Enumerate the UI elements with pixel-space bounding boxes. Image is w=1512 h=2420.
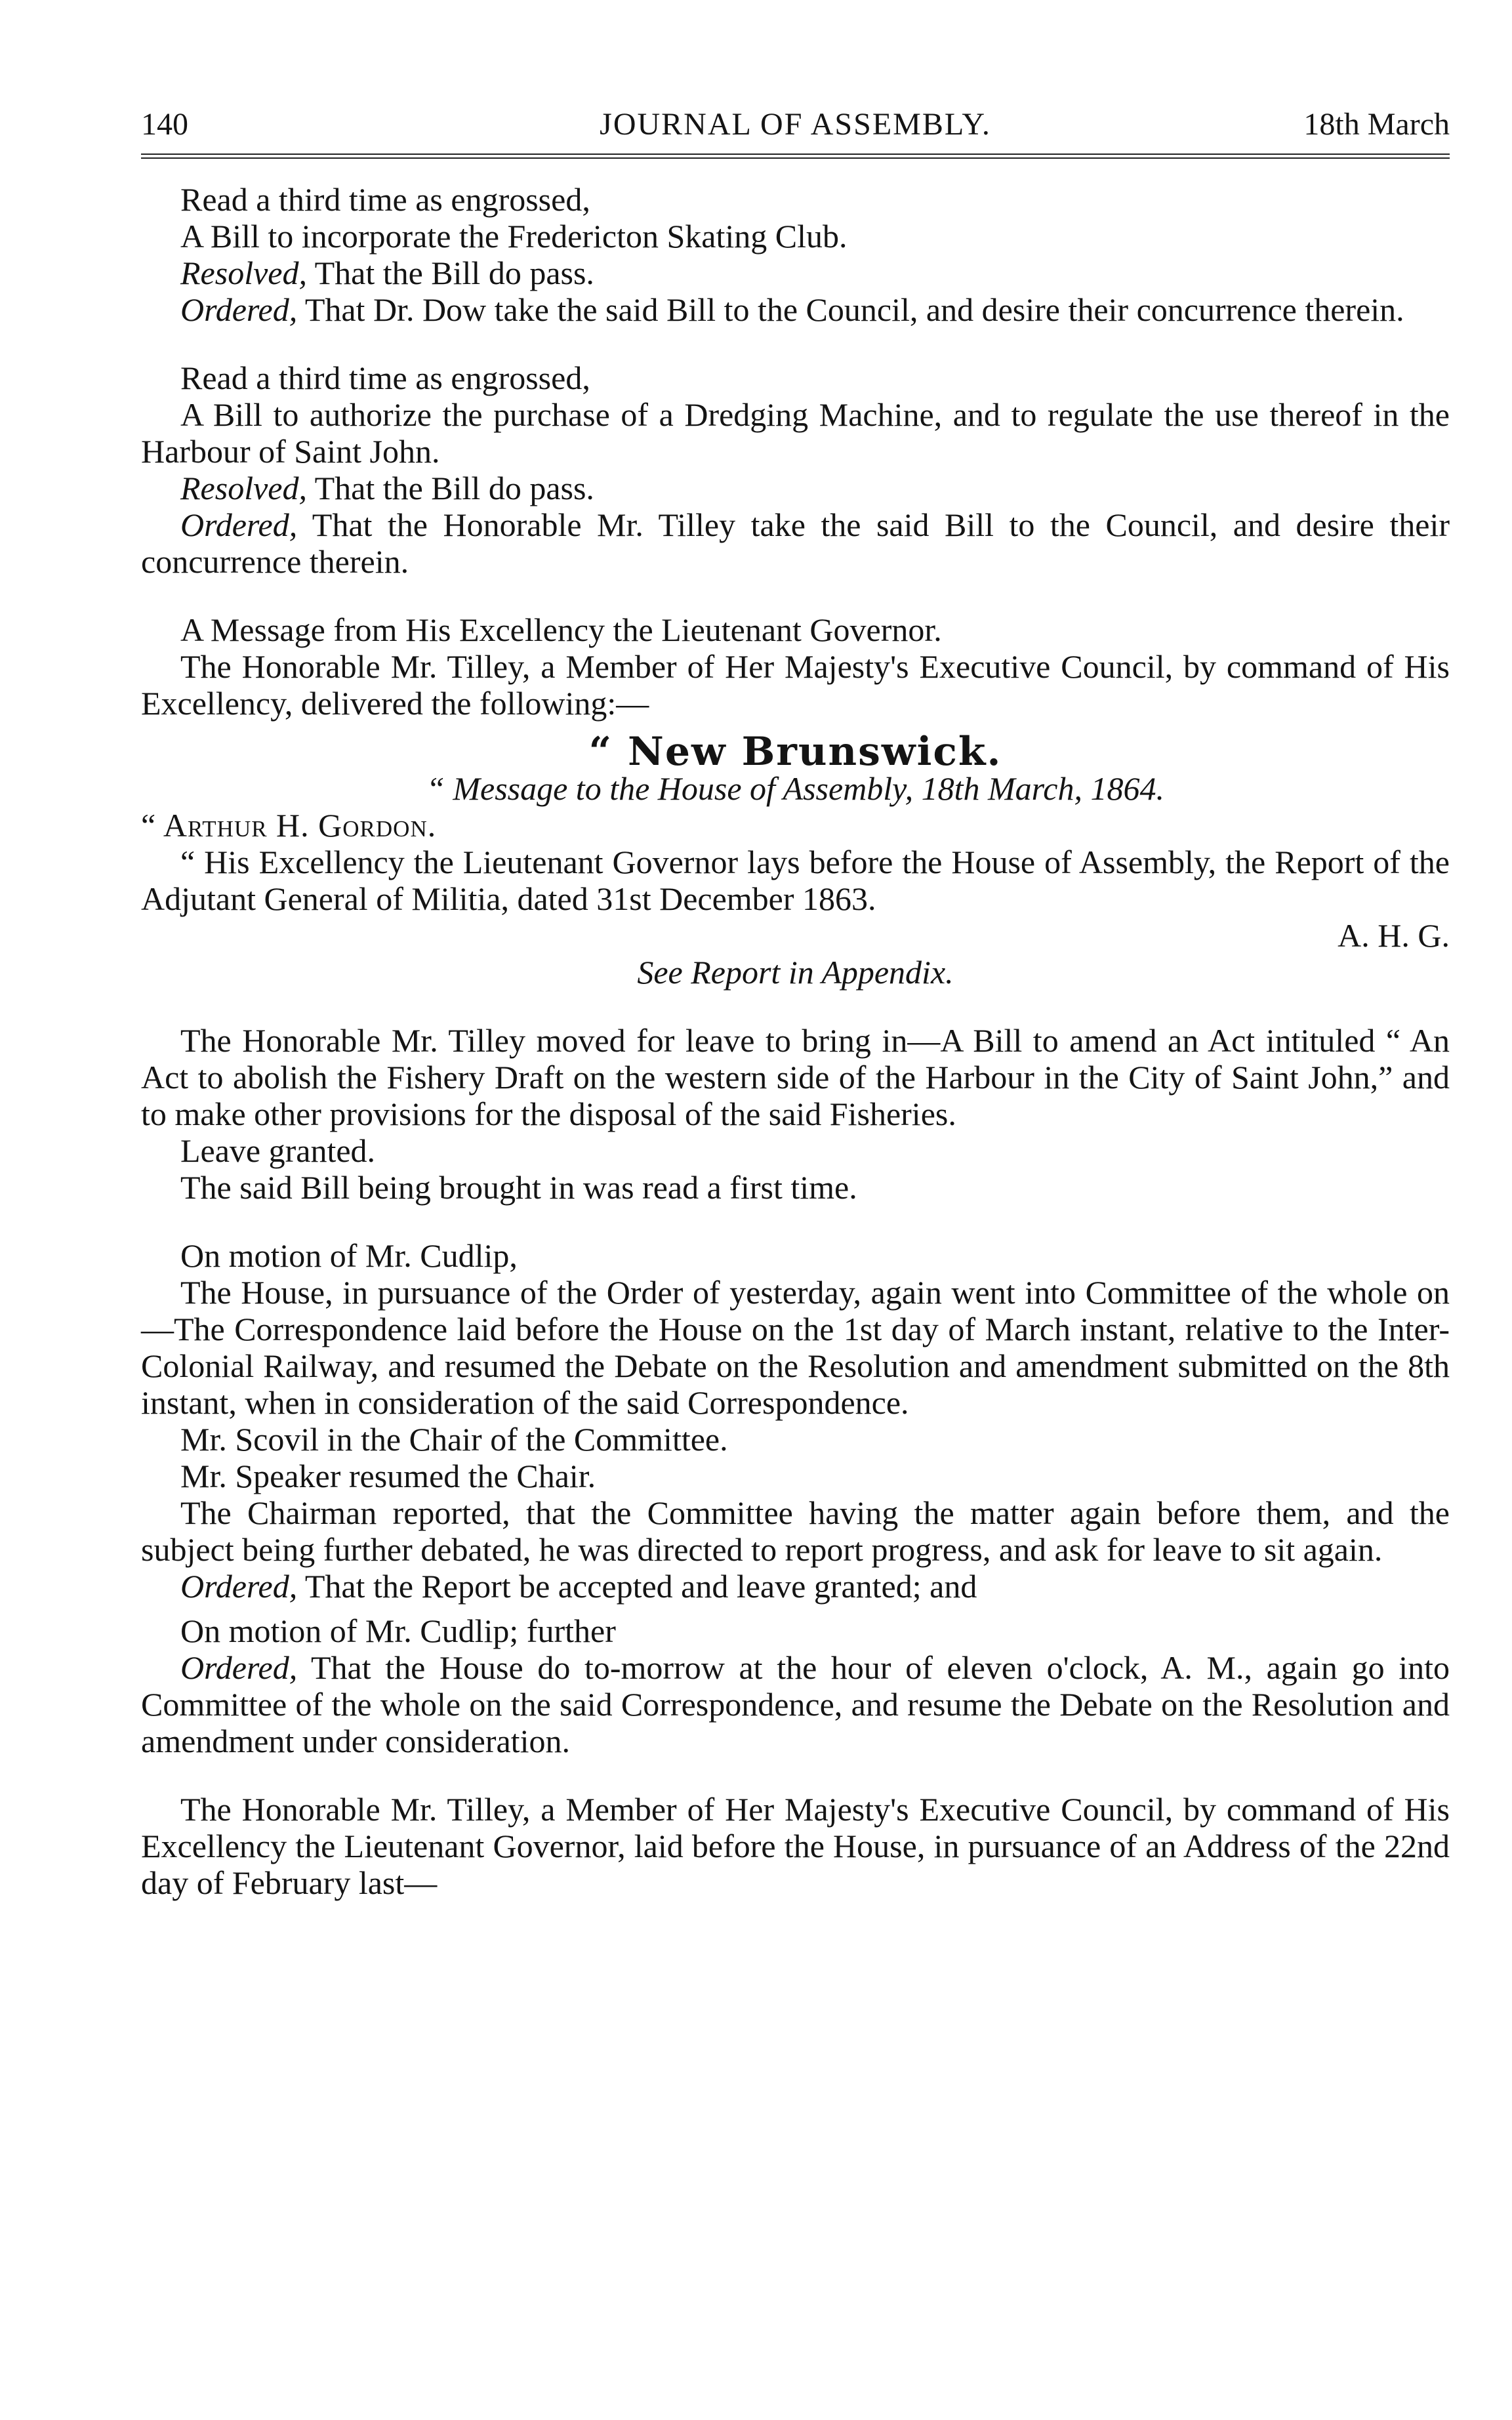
journal-text xyxy=(141,181,1450,1901)
ordered-label: Ordered, xyxy=(180,506,298,543)
delivered-line: The Honorable Mr. Tilley, a Member of Her Majesty's Executive Council, by command of His Excellency, delivered the following:— xyxy=(141,648,1450,722)
chair-line: Mr. Scovil in the Chair of the Committee. xyxy=(180,1421,728,1458)
resolved-text: That the Bill do pass. xyxy=(314,470,594,506)
resolved-text: That the Bill do pass. xyxy=(314,255,594,291)
ordered-label: Ordered, xyxy=(180,1649,298,1686)
journal-page xyxy=(141,98,1450,1901)
ordered-text: That the Report be accepted and leave granted; and xyxy=(304,1568,977,1605)
ordered-text: That the Honorable Mr. Tilley take the said Bill to the Council, and desire their concurrence therein. xyxy=(141,506,1450,580)
chairman-report: The Chairman reported, that the Committee having the matter again before them, and the subject being further debated, he was directed to report progress, and ask for leave to sit again. xyxy=(141,1494,1450,1568)
message-dateline xyxy=(141,770,1450,807)
bill-title: A Bill to authorize the purchase of a Dredging Machine, and to regulate the use thereof in the Harbour of Saint John. xyxy=(141,396,1450,470)
running-date: 18th March xyxy=(1303,107,1450,142)
ordered-label: Ordered, xyxy=(180,291,298,328)
entry-fishery-bill xyxy=(141,1022,1450,1206)
resolved-line xyxy=(141,470,1450,506)
leave-granted: Leave granted. xyxy=(180,1132,376,1169)
new-brunswick-heading: “ New Brunswick. xyxy=(588,729,1002,775)
ordered-line xyxy=(141,291,1450,328)
entry-dredging-machine xyxy=(141,359,1450,580)
see-report-text: See Report in Appendix. xyxy=(637,954,954,991)
read-third-time: Read a third time as engrossed, xyxy=(180,181,590,218)
page-number: 140 xyxy=(141,107,188,142)
ordered-text: That the House do to-morrow at the hour of eleven o'clock, A. M., again go into Committee of the whole on the said Correspondence, and resume the Debate on the Resolution and amendment under consideration. xyxy=(141,1649,1450,1759)
motion-leave: The Honorable Mr. Tilley moved for leave to bring in—A Bill to amend an Act intituled “ An Act to abolish the Fishery Draft on the western side of the Harbour in the City of Saint John,” and to make other provisions for the disposal of the said Fisheries. xyxy=(141,1022,1450,1132)
motion-cudlip-further: On motion of Mr. Cudlip; further xyxy=(180,1612,616,1649)
ordered-label: Ordered, xyxy=(180,1568,298,1605)
message-intro: A Message from His Excellency the Lieutenant Governor. xyxy=(180,611,942,648)
speaker-line: Mr. Speaker resumed the Chair. xyxy=(180,1458,596,1494)
tilley-laid-before: The Honorable Mr. Tilley, a Member of Her Majesty's Executive Council, by command of His Excellency the Lieutenant Governor, laid before the House, in pursuance of an Address of the 22nd day of February last— xyxy=(141,1791,1450,1901)
motion-cudlip: On motion of Mr. Cudlip, xyxy=(180,1237,518,1274)
page-header xyxy=(141,98,1450,151)
read-third-time: Read a third time as engrossed, xyxy=(180,359,590,396)
resolved-line xyxy=(141,255,1450,291)
ordered-line xyxy=(141,1568,1450,1605)
governor-signature: “ Arthur H. Gordon. xyxy=(141,807,437,844)
entry-skating-club xyxy=(141,181,1450,328)
bill-title: A Bill to incorporate the Fredericton Skating Club. xyxy=(180,218,848,255)
resolved-label: Resolved, xyxy=(180,470,307,506)
initials: A. H. G. xyxy=(1338,917,1450,954)
running-title: JOURNAL OF ASSEMBLY. xyxy=(600,107,991,142)
see-report xyxy=(141,954,1450,991)
committee-text: The House, in pursuance of the Order of yesterday, again went into Committee of the whole on—The Correspondence laid before the House on the 1st day of March instant, relative to the Inter-Colonial Railway, and resumed the Debate on the Resolution and amendment submitted on the 8th instant, when in consideration of the said Correspondence. xyxy=(141,1274,1450,1421)
entry-tilley-address xyxy=(141,1791,1450,1901)
ordered-text: That Dr. Dow take the said Bill to the Council, and desire their concurrence therein. xyxy=(304,291,1404,328)
entry-governor-message xyxy=(141,611,1450,991)
first-reading: The said Bill being brought in was read a first time. xyxy=(180,1169,857,1206)
resolved-label: Resolved, xyxy=(180,255,307,291)
ordered-line xyxy=(141,506,1450,580)
ordered-line-2 xyxy=(141,1649,1450,1759)
message-dateline-text: “ Message to the House of Assembly, 18th March, 1864. xyxy=(426,770,1164,807)
message-body: “ His Excellency the Lieutenant Governor lays before the House of Assembly, the Report of the Adjutant General of Militia, dated 31st December 1863. xyxy=(141,844,1450,917)
header-rule xyxy=(141,154,1450,159)
entry-railway-committee xyxy=(141,1237,1450,1759)
